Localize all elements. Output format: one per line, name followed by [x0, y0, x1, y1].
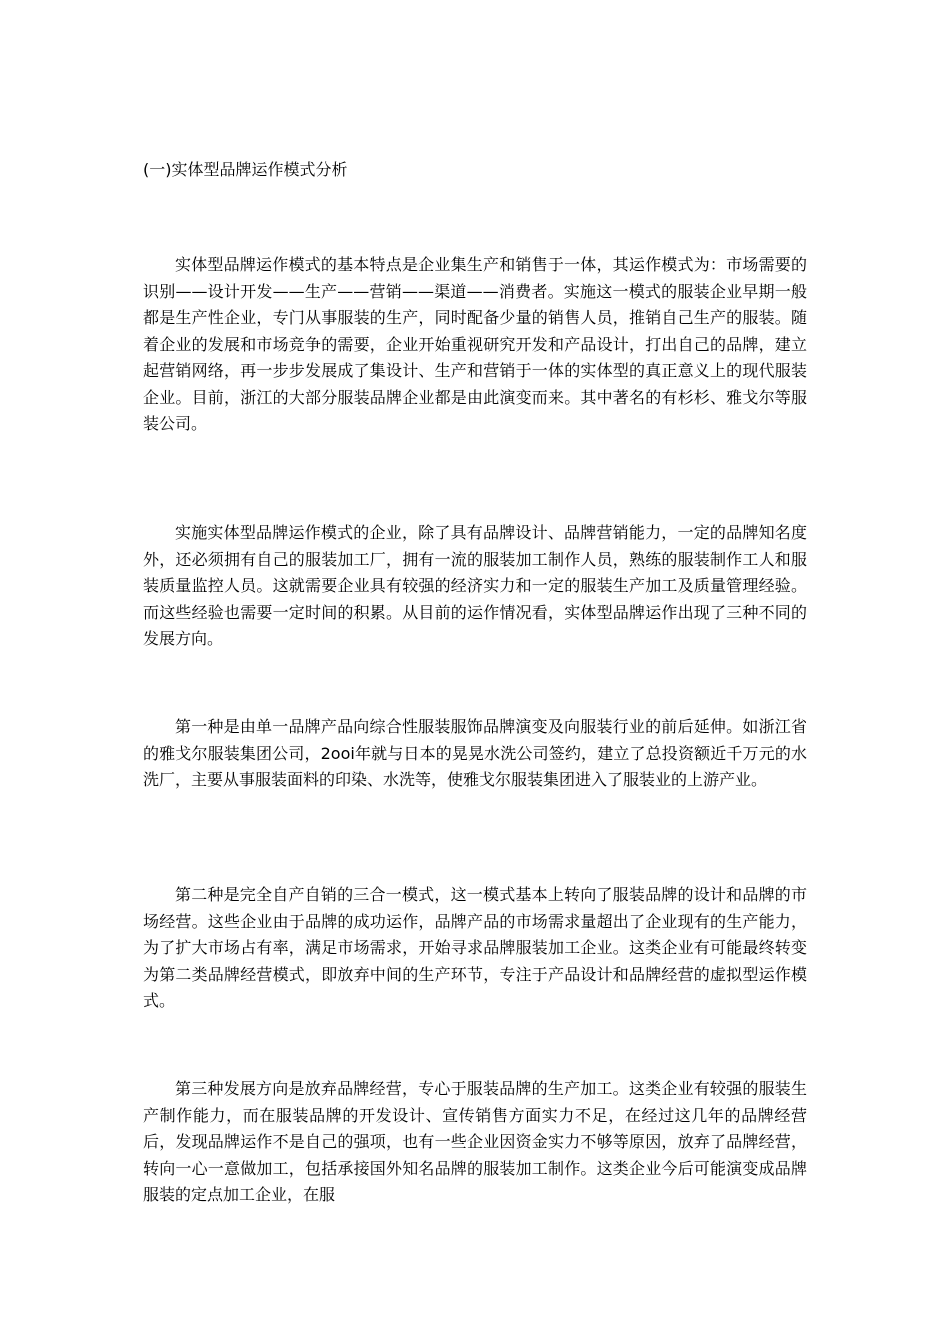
- paragraph-1: 实体型品牌运作模式的基本特点是企业集生产和销售于一体，其运作模式为：市场需要的识别——设计开发——生产——营销——渠道——消费者。实施这一模式的服装企业早期一般都是生产性企业，专门从事服装的生产，同时配备少量的销售人员，推销自己生产的服装。随着企业的发展和市场竞争的需要，企业开始重视研究开发和产品设计，打出自己的品牌，建立起营销网络，再一步步发展成了集设计、生产和营销于一体的实体型的真正意义上的现代服装企业。目前，浙江的大部分服装品牌企业都是由此演变而来。其中著名的有杉杉、雅戈尔等服装公司。: [143, 255, 807, 433]
- section-heading: (一)实体型品牌运作模式分析: [143, 160, 348, 179]
- paragraph-5: 第三种发展方向是放弃品牌经营，专心于服装品牌的生产加工。这类企业有较强的服装生产制作能力，而在服装品牌的开发设计、宣传销售方面实力不足，在经过这几年的品牌经营后，发现品牌运作不是自己的强项，也有一些企业因资金实力不够等原因，放弃了品牌经营，转向一心一意做加工，包括承接国外知名品牌的服装加工制作。这类企业今后可能演变成品牌服装的定点加工企业，在服: [143, 1079, 807, 1204]
- paragraph-3: 第一种是由单一品牌产品向综合性服装服饰品牌演变及向服装行业的前后延伸。如浙江省的雅戈尔服装集团公司，2ooi年就与日本的晃晃水洗公司签约，建立了总投资额近千万元的水洗厂，主要从事服装面料的印染、水洗等，使雅戈尔服装集团进入了服装业的上游产业。: [143, 717, 807, 789]
- paragraph-4: 第二种是完全自产自销的三合一模式，这一模式基本上转向了服装品牌的设计和品牌的市场经营。这些企业由于品牌的成功运作，品牌产品的市场需求量超出了企业现有的生产能力，为了扩大市场占有率，满足市场需求，开始寻求品牌服装加工企业。这类企业有可能最终转变为第二类品牌经营模式，即放弃中间的生产环节，专注于产品设计和品牌经营的虚拟型运作模式。: [143, 885, 807, 1010]
- paragraph-2: 实施实体型品牌运作模式的企业，除了具有品牌设计、品牌营销能力，一定的品牌知名度外，还必须拥有自己的服装加工厂，拥有一流的服装加工制作人员，熟练的服装制作工人和服装质量监控人员。这就需要企业具有较强的经济实力和一定的服装生产加工及质量管理经验。而这些经验也需要一定时间的积累。从目前的运作情况看，实体型品牌运作出现了三种不同的发展方向。: [143, 523, 807, 648]
